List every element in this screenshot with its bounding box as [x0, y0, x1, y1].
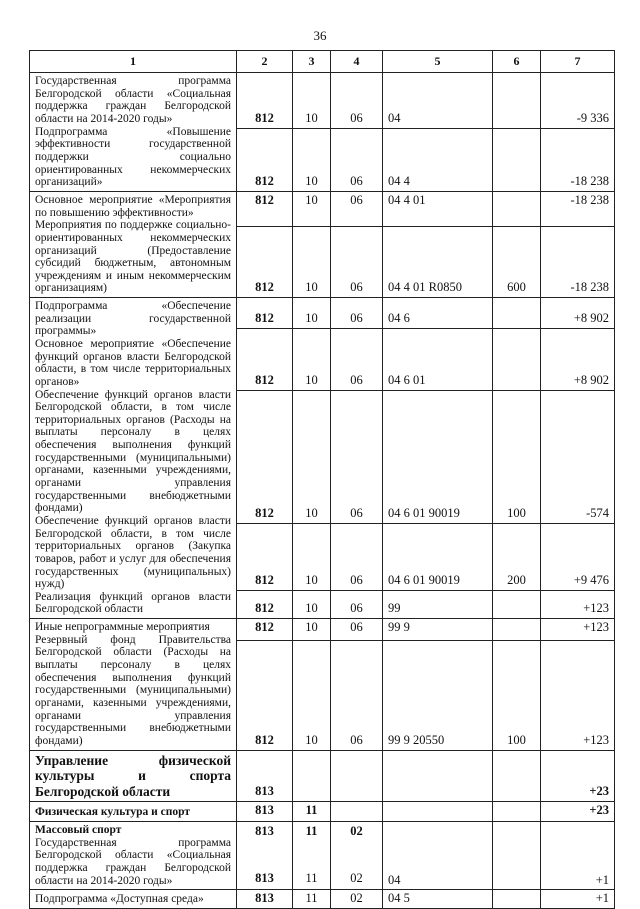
cell-expense-type — [493, 750, 541, 802]
col-header: 7 — [541, 51, 615, 73]
cell-subsection — [331, 802, 383, 822]
col-header: 2 — [237, 51, 293, 73]
cell-section: 10 — [293, 523, 331, 590]
row-description: Иные непрограммные мероприятия Резервный фонд Правительства Белгородской области (Расходы на выплаты персоналу в целях обеспечения выполнения функций государственными (муниципальными) органами, казенными учреждениями, органами управления государственными внебюджетными фондами) — [30, 619, 237, 750]
cell-subsection: 06 — [331, 128, 383, 191]
page-number: 36 — [313, 28, 327, 43]
cell-section: 10 — [293, 128, 331, 191]
cell-target-article: 99 — [383, 590, 493, 619]
cell-subsection: 06 — [331, 73, 383, 128]
row-description: Подпрограмма «Доступная среда» — [30, 890, 237, 909]
cell-expense-type — [493, 328, 541, 390]
budget-table — [29, 50, 615, 909]
cell-target-article: 04 6 — [383, 298, 493, 329]
cell-expense-type — [493, 590, 541, 619]
cell-expense-type: 100 — [493, 390, 541, 523]
cell-amount: +8 902 — [541, 328, 615, 390]
cell-amount: +8 902 — [541, 298, 615, 329]
cell-expense-type — [493, 73, 541, 128]
cell-subsection: 06 — [331, 641, 383, 750]
cell-target-article — [383, 750, 493, 802]
cell-amount: +1 — [541, 890, 615, 909]
cell-subsection: 02 — [331, 890, 383, 909]
cell-section: 11 — [293, 802, 331, 822]
cell-subsection: 06 — [331, 298, 383, 329]
table-row — [30, 890, 615, 909]
cell-section: 10 — [293, 590, 331, 619]
cell-amount: -574 — [541, 390, 615, 523]
cell-target-article: 04 6 01 90019 — [383, 523, 493, 590]
cell-target-article: 99 9 20550 — [383, 641, 493, 750]
cell-expense-type — [493, 298, 541, 329]
cell-expense-type — [493, 619, 541, 641]
cell-expense-type — [493, 191, 541, 226]
cell-ministry: 812 — [237, 523, 293, 590]
cell-ministry: 812 — [237, 641, 293, 750]
cell-section: 10 — [293, 227, 331, 298]
cell-ministry: 812 — [237, 298, 293, 329]
cell-target-article: 04 4 — [383, 128, 493, 191]
cell-target-article: 04 4 01 R0850 — [383, 227, 493, 298]
cell-section: 10 — [293, 641, 331, 750]
cell-expense-type: 600 — [493, 227, 541, 298]
cell-ministry: 813 — [237, 750, 293, 802]
cell-section: 11 — [293, 890, 331, 909]
cell-subsection: 06 — [331, 390, 383, 523]
cell-subsection: 06 — [331, 619, 383, 641]
cell-target-article: 04 4 01 — [383, 191, 493, 226]
cell-section: 11 11 — [293, 822, 331, 890]
cell-section: 10 — [293, 298, 331, 329]
cell-subsection: 06 — [331, 590, 383, 619]
cell-ministry: 812 — [237, 390, 293, 523]
cell-expense-type — [493, 802, 541, 822]
col-header: 1 — [30, 51, 237, 73]
cell-amount: +123 — [541, 641, 615, 750]
cell-amount: -9 336 — [541, 73, 615, 128]
cell-amount: +23 — [541, 802, 615, 822]
cell-amount: +123 — [541, 590, 615, 619]
cell-section: 10 — [293, 390, 331, 523]
cell-section: 10 — [293, 328, 331, 390]
cell-target-article: 04 — [383, 73, 493, 128]
cell-target-article — [383, 802, 493, 822]
cell-amount: +23 — [541, 750, 615, 802]
table-row — [30, 73, 615, 128]
row-description: Государственная программа Белгородской области «Социальная поддержка граждан Белгородской области на 2014-2020 годы» Подпрограмма «Повышение эффективности государственной поддержки социально ориентированных некоммерческих организаций» — [30, 73, 237, 192]
cell-subsection: 06 — [331, 523, 383, 590]
row-description: Подпрограмма «Обеспечение реализации государственной программы» Основное мероприятие «Обеспечение функций органов власти Белгородской области, в том числе территориальных органов» Обеспечение функций органов власти Белгородской области, в том числе территориальных органов (Расходы на выплаты персоналу в целях обеспечения выполнения функций государственными (муниципальными) органами, казенными учреждениями, органами управления государственными внебюджетными фондами) Обеспечение функций органов власти Белгородской области, в том числе территориальных органов (Закупка товаров, работ и услуг для обеспечения государственных (муниципальных) нужд) Реализация функций органов власти Белгородской области — [30, 298, 237, 619]
cell-amount: +1 — [541, 822, 615, 890]
cell-expense-type — [493, 128, 541, 191]
cell-ministry: 812 — [237, 619, 293, 641]
cell-target-article: 04 — [383, 822, 493, 890]
cell-section: 10 — [293, 191, 331, 226]
cell-section — [293, 750, 331, 802]
cell-ministry: 812 — [237, 590, 293, 619]
row-description: Массовый спорт Государственная программа Белгородской области «Социальная поддержка граждан Белгородской области на 2014-2020 годы» — [30, 822, 237, 890]
cell-expense-type: 200 — [493, 523, 541, 590]
cell-ministry: 812 — [237, 328, 293, 390]
row-description: Основное мероприятие «Мероприятия по повышению эффективности» Мероприятия по поддержке социально-ориентированных некоммерческих организаций (Предоставление субсидий бюджетным, автономным учреждениям и иным некоммерческим организациям) — [30, 191, 237, 297]
cell-subsection: 02 02 — [331, 822, 383, 890]
col-header: 5 — [383, 51, 493, 73]
cell-amount: -18 238 — [541, 128, 615, 191]
cell-section: 10 — [293, 73, 331, 128]
cell-target-article: 04 5 — [383, 890, 493, 909]
cell-amount: +123 — [541, 619, 615, 641]
col-header: 6 — [493, 51, 541, 73]
table-row — [30, 822, 615, 890]
cell-expense-type — [493, 890, 541, 909]
cell-ministry: 812 — [237, 191, 293, 226]
cell-target-article: 99 9 — [383, 619, 493, 641]
row-description: Управление физической культуры и спорта Белгородской области — [30, 750, 237, 802]
cell-ministry: 813 813 — [237, 822, 293, 890]
cell-subsection: 06 — [331, 328, 383, 390]
cell-subsection — [331, 750, 383, 802]
col-header: 4 — [331, 51, 383, 73]
cell-target-article: 04 6 01 90019 — [383, 390, 493, 523]
table-row — [30, 191, 615, 226]
cell-section: 10 — [293, 619, 331, 641]
cell-ministry: 812 — [237, 128, 293, 191]
cell-ministry: 812 — [237, 227, 293, 298]
row-description: Физическая культура и спорт — [30, 802, 237, 822]
cell-expense-type: 100 — [493, 641, 541, 750]
table-row — [30, 750, 615, 802]
cell-subsection: 06 — [331, 227, 383, 298]
table-row — [30, 298, 615, 329]
table-row — [30, 802, 615, 822]
cell-amount: -18 238 — [541, 191, 615, 226]
table-row — [30, 619, 615, 641]
cell-ministry: 813 — [237, 802, 293, 822]
cell-target-article: 04 6 01 — [383, 328, 493, 390]
cell-amount: -18 238 — [541, 227, 615, 298]
col-header: 3 — [293, 51, 331, 73]
cell-subsection: 06 — [331, 191, 383, 226]
cell-ministry: 812 — [237, 73, 293, 128]
cell-ministry: 813 — [237, 890, 293, 909]
cell-expense-type — [493, 822, 541, 890]
cell-amount: +9 476 — [541, 523, 615, 590]
table-header-row — [30, 51, 615, 73]
